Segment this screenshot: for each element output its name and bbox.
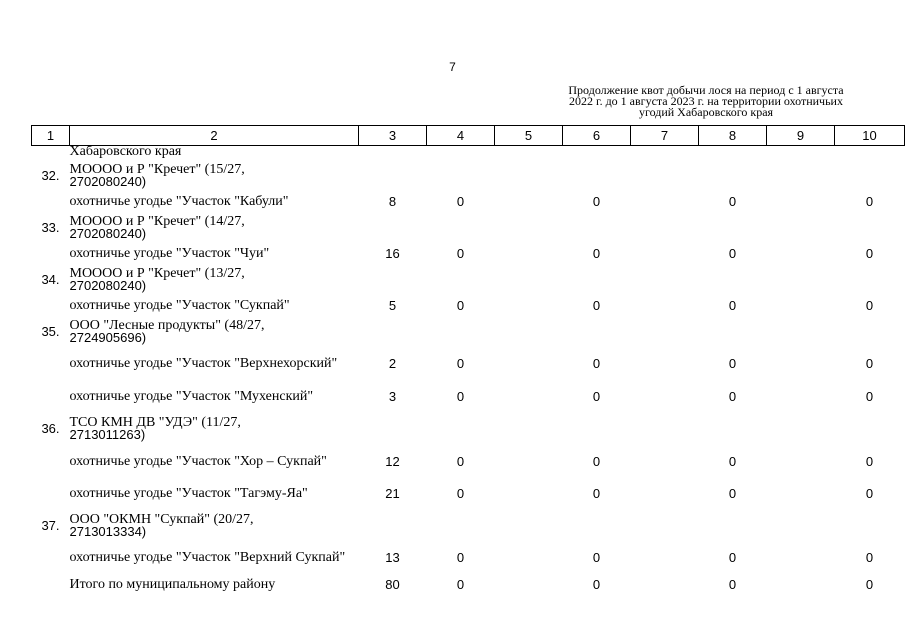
- quota-value-c10: 0: [865, 576, 874, 592]
- quota-value-c10: 0: [865, 245, 874, 261]
- quota-value-c4: 0: [456, 356, 465, 371]
- quota-value-c4: 0: [456, 453, 465, 469]
- empty-cell: [699, 160, 767, 192]
- quota-value-c8: 0: [728, 453, 737, 469]
- quota-value-c8: 0: [728, 388, 737, 404]
- hunting-area-row: [32, 296, 905, 316]
- quota-value-c10: 0: [865, 356, 874, 371]
- empty-cell: [495, 192, 563, 212]
- total-label: Итого по муниципальному району: [69, 576, 276, 592]
- empty-cell: [495, 264, 563, 296]
- quota-value-c8: 0: [728, 245, 737, 261]
- quota-value-c6: 0: [592, 485, 601, 501]
- quota-value-c4: 0: [456, 388, 465, 404]
- empty-cell: [427, 316, 495, 348]
- column-header: 1: [32, 126, 70, 146]
- quota-value-c4: 0: [456, 245, 465, 261]
- quota-value-c3: 80: [385, 576, 400, 592]
- organization-inn: 2702080240): [69, 277, 147, 293]
- empty-cell: [495, 244, 563, 264]
- quota-value-c8: 0: [728, 550, 737, 565]
- organization-cell: [70, 510, 359, 542]
- hunting-area-name: охотничье угодье "Участок "Кабули": [69, 193, 289, 209]
- column-header: 5: [495, 126, 563, 146]
- quota-value-c3: 13: [385, 550, 400, 565]
- empty-cell: [32, 192, 70, 212]
- quota-value-c6: 0: [592, 193, 601, 209]
- organization-row: [32, 413, 905, 446]
- empty-cell: [32, 478, 70, 510]
- row-number: 33.: [41, 219, 60, 235]
- empty-cell: [767, 542, 835, 575]
- caption-line: Продолжение квот добычи лося на период с 1 августа: [568, 83, 844, 97]
- empty-cell: [427, 510, 495, 542]
- empty-cell: [699, 264, 767, 296]
- column-header: 4: [427, 126, 495, 146]
- empty-cell: [767, 316, 835, 348]
- hunting-area-row: [32, 381, 905, 413]
- organization-row: [32, 160, 905, 192]
- quota-value-c10: 0: [865, 453, 874, 469]
- hunting-area-row: [32, 192, 905, 212]
- column-header: 3: [359, 126, 427, 146]
- quota-value-c3: 12: [385, 453, 400, 469]
- quota-value-c10: 0: [865, 485, 874, 501]
- empty-cell: [427, 264, 495, 296]
- quota-value-c10: 0: [865, 297, 874, 313]
- empty-cell: [835, 212, 905, 244]
- column-number-row: [32, 126, 905, 146]
- organization-row: [32, 264, 905, 296]
- quota-value-c3: 16: [385, 245, 400, 261]
- hunting-area-name: охотничье угодье "Участок "Сукпай": [69, 297, 290, 313]
- empty-cell: [359, 413, 427, 446]
- organization-name: ТСО КМН ДВ "УДЭ" (11/27,: [69, 415, 241, 430]
- empty-cell: [495, 575, 563, 595]
- organization-cell: [70, 413, 359, 446]
- quota-value-c6: 0: [592, 388, 601, 404]
- empty-cell: [631, 381, 699, 413]
- empty-cell: [427, 212, 495, 244]
- column-header: 9: [767, 126, 835, 146]
- empty-cell: [495, 510, 563, 542]
- empty-cell: [495, 160, 563, 192]
- empty-cell: [631, 264, 699, 296]
- empty-cell: [32, 296, 70, 316]
- empty-cell: [835, 413, 905, 446]
- empty-cell: [495, 212, 563, 244]
- organization-inn: 2724905696): [69, 329, 147, 345]
- empty-cell: [495, 478, 563, 510]
- empty-cell: [767, 244, 835, 264]
- quota-value-c4: 0: [456, 485, 465, 501]
- hunting-area-row: [32, 348, 905, 381]
- empty-cell: [767, 478, 835, 510]
- column-header: 2: [70, 126, 359, 146]
- row-number: 36.: [41, 421, 60, 436]
- hunting-area-name: охотничье угодье "Участок "Тагэму-Яа": [69, 485, 308, 501]
- hunting-area-row: [32, 446, 905, 478]
- organization-inn: 2713011263): [69, 427, 146, 442]
- empty-cell: [32, 348, 70, 381]
- empty-cell: [631, 244, 699, 264]
- empty-cell: [631, 212, 699, 244]
- empty-cell: [563, 160, 631, 192]
- quota-value-c8: 0: [728, 485, 737, 501]
- empty-cell: [32, 542, 70, 575]
- quota-value-c4: 0: [456, 576, 465, 592]
- quota-value-c3: 5: [388, 297, 397, 313]
- hunting-area-name: охотничье угодье "Участок "Мухенский": [69, 388, 314, 404]
- empty-cell: [495, 413, 563, 446]
- quota-value-c4: 0: [456, 550, 465, 565]
- empty-cell: [699, 316, 767, 348]
- empty-cell: [495, 296, 563, 316]
- column-header: 8: [699, 126, 767, 146]
- organization-name: МОООО и Р "Кречет" (13/27,: [69, 265, 245, 281]
- hunting-area-row: [32, 478, 905, 510]
- row-number: 32.: [41, 167, 60, 183]
- empty-cell: [495, 316, 563, 348]
- organization-name: ООО "ОКМН "Сукпай" (20/27,: [69, 511, 254, 527]
- table-body: [32, 146, 905, 595]
- quota-value-c6: 0: [592, 550, 601, 565]
- quota-value-c10: 0: [865, 193, 874, 209]
- organization-row: [32, 510, 905, 542]
- organization-row: [32, 316, 905, 348]
- organization-inn: 2702080240): [69, 173, 147, 189]
- empty-cell: [835, 316, 905, 348]
- empty-cell: [495, 446, 563, 478]
- empty-cell: [631, 348, 699, 381]
- empty-cell: [32, 446, 70, 478]
- empty-cell: [631, 192, 699, 212]
- hunting-area-name: охотничье угодье "Участок "Хор – Сукпай": [69, 453, 327, 469]
- empty-cell: [767, 348, 835, 381]
- empty-cell: [699, 212, 767, 244]
- empty-cell: [631, 316, 699, 348]
- empty-cell: [359, 264, 427, 296]
- table-caption: [548, 85, 864, 118]
- quota-value-c8: 0: [728, 193, 737, 209]
- hunting-area-name: охотничье угодье "Участок "Верхний Сукпай": [69, 550, 346, 565]
- empty-cell: [427, 413, 495, 446]
- empty-cell: [563, 316, 631, 348]
- quota-value-c10: 0: [865, 388, 874, 404]
- quota-value-c8: 0: [728, 576, 737, 592]
- empty-cell: [631, 413, 699, 446]
- column-header: 6: [563, 126, 631, 146]
- empty-cell: [835, 160, 905, 192]
- empty-cell: [359, 160, 427, 192]
- empty-cell: [767, 160, 835, 192]
- hunting-area-row: [32, 542, 905, 575]
- empty-cell: [767, 264, 835, 296]
- empty-cell: [699, 510, 767, 542]
- organization-name: МОООО и Р "Кречет" (14/27,: [69, 213, 245, 229]
- organization-inn: 2713013334): [69, 523, 147, 539]
- hunting-area-name: охотничье угодье "Участок "Верхнехорский": [69, 356, 338, 371]
- empty-cell: [359, 510, 427, 542]
- region-name: Хабаровского края: [69, 144, 182, 159]
- caption-line: угодий Хабаровского края: [638, 105, 774, 119]
- empty-cell: [631, 575, 699, 595]
- organization-row: [32, 212, 905, 244]
- empty-cell: [767, 510, 835, 542]
- empty-cell: [563, 264, 631, 296]
- empty-cell: [32, 575, 70, 595]
- empty-cell: [495, 381, 563, 413]
- empty-cell: [563, 510, 631, 542]
- quota-value-c6: 0: [592, 576, 601, 592]
- empty-cell: [835, 264, 905, 296]
- quota-value-c6: 0: [592, 245, 601, 261]
- organization-name: ООО "Лесные продукты" (48/27,: [69, 317, 265, 333]
- row-number: 37.: [41, 517, 60, 533]
- empty-cell: [631, 510, 699, 542]
- quota-value-c3: 8: [388, 193, 397, 209]
- empty-cell: [767, 575, 835, 595]
- hunting-area-name: охотничье угодье "Участок "Чуи": [69, 245, 270, 261]
- organization-name: МОООО и Р "Кречет" (15/27,: [69, 161, 245, 177]
- empty-cell: [32, 244, 70, 264]
- empty-cell: [495, 348, 563, 381]
- empty-cell: [359, 212, 427, 244]
- quota-value-c3: 21: [385, 485, 400, 501]
- empty-cell: [427, 160, 495, 192]
- hunting-area-row: [32, 244, 905, 264]
- quota-value-c4: 0: [456, 297, 465, 313]
- empty-cell: [767, 192, 835, 212]
- column-header: 7: [631, 126, 699, 146]
- empty-cell: [767, 446, 835, 478]
- quota-value-c4: 0: [456, 193, 465, 209]
- empty-cell: [359, 316, 427, 348]
- row-number: 35.: [41, 323, 60, 339]
- organization-cell: [70, 316, 359, 348]
- region-row: [32, 146, 905, 160]
- empty-cell: [631, 296, 699, 316]
- empty-cell: [563, 212, 631, 244]
- empty-cell: [835, 510, 905, 542]
- empty-cell: [767, 212, 835, 244]
- empty-cell: [699, 413, 767, 446]
- quota-value-c8: 0: [728, 297, 737, 313]
- quota-value-c10: 0: [865, 550, 874, 565]
- quota-value-c8: 0: [728, 356, 737, 371]
- quota-value-c3: 3: [388, 388, 397, 404]
- quota-value-c6: 0: [592, 453, 601, 469]
- quota-value-c6: 0: [592, 356, 601, 371]
- total-row: [32, 575, 905, 595]
- organization-cell: [70, 264, 359, 296]
- quota-value-c3: 2: [388, 356, 397, 371]
- caption-line: 2022 г. до 1 августа 2023 г. на территории охотничьих: [569, 94, 843, 108]
- empty-cell: [767, 296, 835, 316]
- organization-cell: [70, 160, 359, 192]
- empty-cell: [631, 542, 699, 575]
- quota-table: [31, 125, 905, 595]
- empty-cell: [495, 542, 563, 575]
- empty-cell: [767, 381, 835, 413]
- empty-cell: [631, 478, 699, 510]
- column-header: 10: [835, 126, 905, 146]
- row-number: 34.: [41, 271, 60, 287]
- empty-cell: [631, 160, 699, 192]
- organization-cell: [70, 212, 359, 244]
- quota-value-c6: 0: [592, 297, 601, 313]
- empty-cell: [631, 446, 699, 478]
- empty-cell: [563, 413, 631, 446]
- empty-cell: [32, 381, 70, 413]
- empty-cell: [767, 413, 835, 446]
- organization-inn: 2702080240): [69, 225, 147, 241]
- page-number: 7: [449, 60, 456, 74]
